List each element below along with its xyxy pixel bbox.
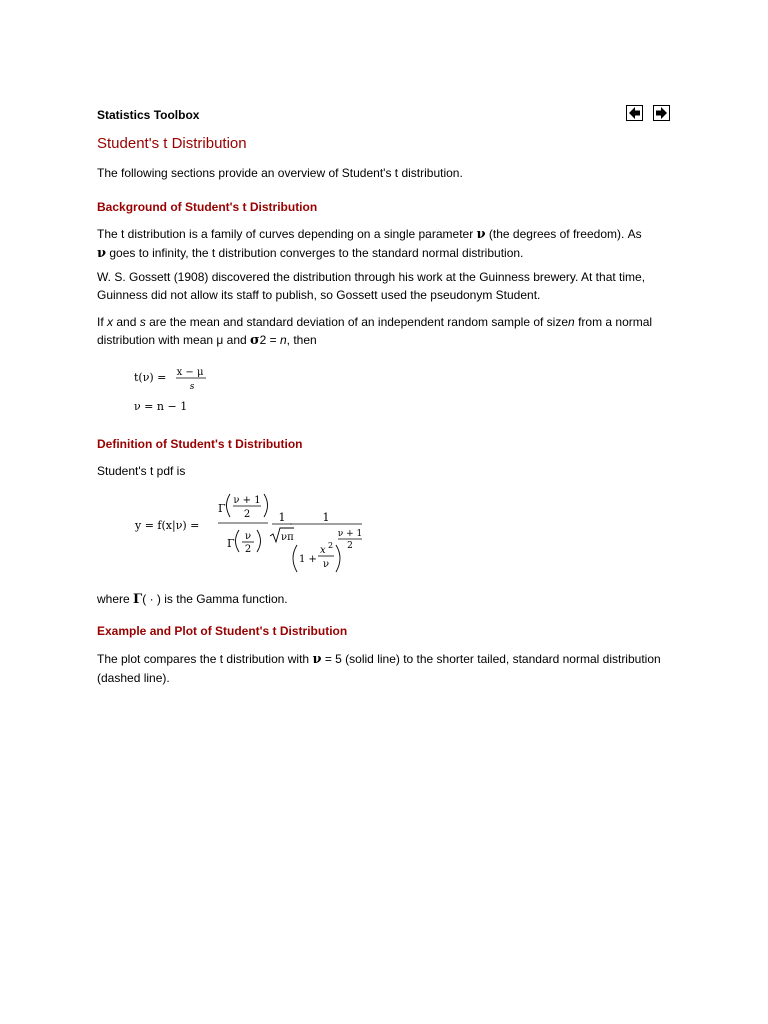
sqrt-arg: νπ [281, 532, 294, 543]
sigma-symbol: σ [250, 333, 260, 348]
bottom-numerator: ν [244, 531, 252, 542]
var-n: n [279, 333, 287, 347]
base-one: 1 + [299, 554, 317, 565]
t-pdf-equation [130, 490, 380, 578]
text: = 5 (solid line) to the shorter tailed, standard normal distribution (dashed line). [97, 652, 661, 685]
paren-right [257, 530, 261, 552]
text: are the mean and standard deviation of an independent random sample of size [149, 315, 569, 329]
nu-symbol: ν [312, 652, 322, 667]
text: and [116, 315, 137, 329]
text: The plot compares the t distribution with [97, 652, 310, 666]
nu-symbol: ν [97, 246, 107, 261]
background-paragraph-3 [97, 313, 677, 350]
top-denominator: 2 [243, 509, 251, 520]
gamma-note [97, 590, 677, 609]
base-denominator: ν [322, 559, 330, 570]
product-title: Statistics Toolbox [97, 108, 200, 122]
eq2: ν = n − 1 [134, 400, 188, 413]
base-x: x [320, 545, 326, 556]
paren-left [227, 494, 231, 517]
pdf-lhs: y = f(x|ν) = [135, 519, 200, 532]
intro-paragraph: The following sections provide an overview of Student's t distribution. [97, 166, 463, 180]
paren-right [336, 545, 340, 572]
text: If [97, 315, 104, 329]
background-paragraph-2: W. S. Gossett (1908) discovered the distribution through his work at the Guinness brewery. At that time, Guinness did not allow its staff to publish, so Gossett used the pseudonym Student. [97, 270, 646, 302]
example-heading: Example and Plot of Student's t Distribution [97, 624, 348, 638]
text: The t distribution is a family of curves depending on a single parameter [97, 227, 474, 241]
definition-heading: Definition of Student's t Distribution [97, 437, 303, 451]
page-title: Student's t Distribution [97, 135, 247, 152]
forward-arrow-icon[interactable] [653, 105, 670, 121]
base-power: 2 [328, 541, 334, 550]
top-numerator: ν + 1 [233, 495, 261, 506]
paren-left [236, 530, 240, 552]
definition-paragraph: Student's t pdf is [97, 464, 186, 478]
t-statistic-equation [130, 362, 250, 418]
text: where [97, 592, 130, 606]
gamma-bottom: Γ [227, 537, 235, 550]
one: 1 [278, 511, 286, 524]
gamma-top: Γ [218, 502, 226, 515]
paren-left [293, 545, 297, 572]
background-paragraph-1 [97, 225, 677, 263]
bottom-denominator: 2 [244, 544, 252, 555]
text: ( · ) is the Gamma function. [142, 592, 288, 606]
one-b: 1 [322, 511, 330, 524]
eq1-lhs: t(ν) = [134, 371, 167, 384]
eq1-numerator: x − μ [176, 367, 204, 378]
text: , then [286, 333, 317, 347]
background-heading: Background of Student's t Distribution [97, 200, 318, 214]
text: (the degrees of freedom). As [488, 227, 642, 241]
text: 2 = [259, 333, 277, 347]
exponent-numerator: ν + 1 [337, 529, 363, 539]
var-s: s [139, 315, 146, 329]
exponent-denominator: 2 [347, 541, 353, 551]
text: from a normal distribution with mean μ and [97, 315, 653, 347]
gamma-symbol: Γ [133, 592, 143, 607]
text: goes to infinity, the t distribution converges to the standard normal distribution. [109, 246, 524, 260]
var-x: x [107, 315, 114, 329]
example-paragraph [97, 650, 677, 687]
paren-right [264, 494, 268, 517]
back-arrow-icon[interactable] [626, 105, 643, 121]
eq1-denominator: s [189, 382, 195, 392]
var-n: n [568, 315, 575, 329]
nu-symbol: ν [476, 227, 486, 242]
